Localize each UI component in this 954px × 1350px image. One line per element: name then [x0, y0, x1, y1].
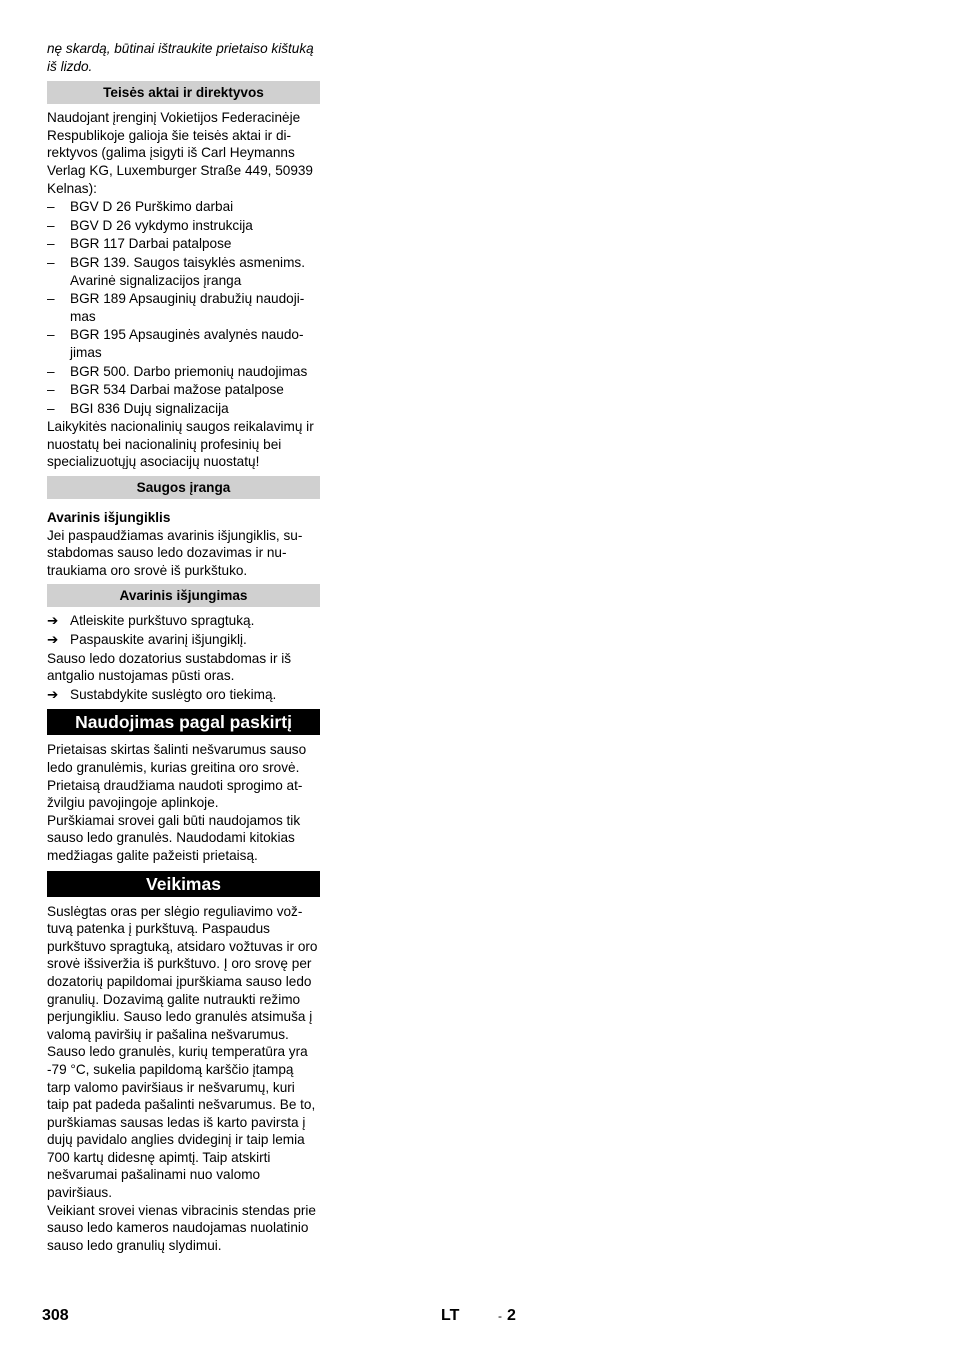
arrow-icon: ➔ — [47, 632, 59, 648]
dash-icon: – — [47, 199, 55, 215]
safety-heading: Saugos įranga — [47, 476, 320, 499]
dash-icon: – — [47, 291, 55, 307]
intended-use-heading: Naudojimas pagal paskirtį — [47, 709, 320, 735]
operation-p1: Suslėgtas oras per slėgio reguliavimo vožtuvą patenka į purkštuvą. Paspaudus purkštuvo spragtuką, atsidaro vožtuvas ir oro srovė išsiveržia iš purkštuvo. Į oro srovę per dozatorių papildomai įpurškiama sauso ledo granulių. Dozavimą galite nutraukti režimo perjungikliu. Sauso ledo granulės atsimuša į valomą paviršių ir pašalina nešvarumus. Sauso ledo granulės, kurių temperatūra yra -79 °C, sukelia papildomą karščio įtampą tarp valomo paviršiaus ir nešvarumų, kuri taip pat padeda pašalinti nešvarumus. Be to, purškiamas sausas ledas iš karto pavirsta į dujų pavidalo anglies dvideginį ir taip lemia 700 kartų didesnę apimtį. Taip atskirti nešvarumai pašalinami nuo valomo paviršiaus. — [47, 903, 318, 1201]
list-item: – BGR 195 Apsauginės avalynės naudojimas — [47, 327, 304, 360]
list-item: – BGV D 26 vykdymo instrukcija — [47, 217, 253, 233]
text-column — [47, 40, 320, 1254]
intro-text: nę skardą, būtinai ištraukite prietaiso kištuką iš lizdo. — [47, 41, 314, 74]
list-item: – BGI 836 Dujų signalizacija — [47, 400, 229, 416]
dash-icon: – — [47, 382, 55, 398]
emergency-heading: Avarinis išjungimas — [47, 584, 320, 607]
safety-subheading: Avarinis išjungiklis — [47, 510, 171, 526]
dash-icon: – — [47, 236, 55, 252]
language-code: LT — [441, 1307, 460, 1324]
list-item: – BGR 189 Apsauginių drabužių naudojimas — [47, 291, 305, 324]
operation-heading: Veikimas — [47, 871, 320, 897]
safety-text: Jei paspaudžiamas avarinis išjungiklis, sustabdomas sauso ledo dozavimas ir nutraukiama oro srovė iš purkštuko. — [47, 527, 303, 578]
page-number: 308 — [42, 1307, 69, 1324]
list-item: – BGV D 26 Purškimo darbai — [47, 199, 234, 215]
dash-icon: – — [47, 254, 55, 270]
step-item: ➔ Atleiskite purkštuvo spragtuką. — [47, 613, 255, 629]
section-number: - 2 — [498, 1307, 516, 1324]
dash-icon: – — [47, 363, 55, 379]
separator: - — [498, 1309, 502, 1323]
emergency-text: Sauso ledo dozatorius sustabdomas ir iš antgalio nustojamas pūsti oras. — [47, 650, 292, 684]
arrow-icon: ➔ — [47, 686, 59, 702]
dash-icon: – — [47, 217, 55, 233]
list-item: – BGR 117 Darbai patalpose — [47, 236, 232, 252]
list-item: – BGR 534 Darbai mažose patalpose — [47, 382, 284, 398]
list-item: – BGR 139. Saugos taisyklės asmenims. Avarinė signalizacijos įranga — [47, 254, 305, 288]
step-item: ➔ Paspauskite avarinį išjungiklį. — [47, 632, 247, 648]
laws-heading: Teisės aktai ir direktyvos — [47, 81, 320, 104]
step-item: ➔ Sustabdykite suslėgto oro tiekimą. — [47, 686, 277, 702]
dash-icon: – — [47, 400, 55, 416]
arrow-icon: ➔ — [47, 613, 59, 629]
list-item: – BGR 500. Darbo priemonių naudojimas — [47, 363, 308, 379]
laws-list — [47, 198, 320, 417]
laws-outro: Laikykitės nacionalinių saugos reikalavimų ir nuostatų bei nacionalinių profesinių bei specializuotųjų asociacijų nuostatų! — [47, 419, 314, 470]
intended-use-p2: Purškiamai srovei gali būti naudojamos tik sauso ledo granulės. Naudodami kitokias medžiagas galite pažeisti prietaisą. — [47, 812, 301, 863]
laws-text: Naudojant įrenginį Vokietijos Federacinėje Respublikoje galioja šie teisės aktai ir direktyvos (galima įsigyti iš Carl Heymanns Verlag KG, Luxemburger Straße 449, 50939 Kelnas): — [47, 110, 313, 196]
intended-use-p1: Prietaisas skirtas šalinti nešvarumus sauso ledo granulėmis, kurias greitina oro srovė. Prietaisą draudžiama naudoti sprogimo atžvilgiu pavojingoje aplinkoje. — [47, 742, 307, 811]
dash-icon: – — [47, 327, 55, 343]
operation-p2: Veikiant srovei vienas vibracinis stendas prie sauso ledo kameros naudojamas nuolatinio sauso ledo granulių slydimui. — [47, 1202, 316, 1253]
